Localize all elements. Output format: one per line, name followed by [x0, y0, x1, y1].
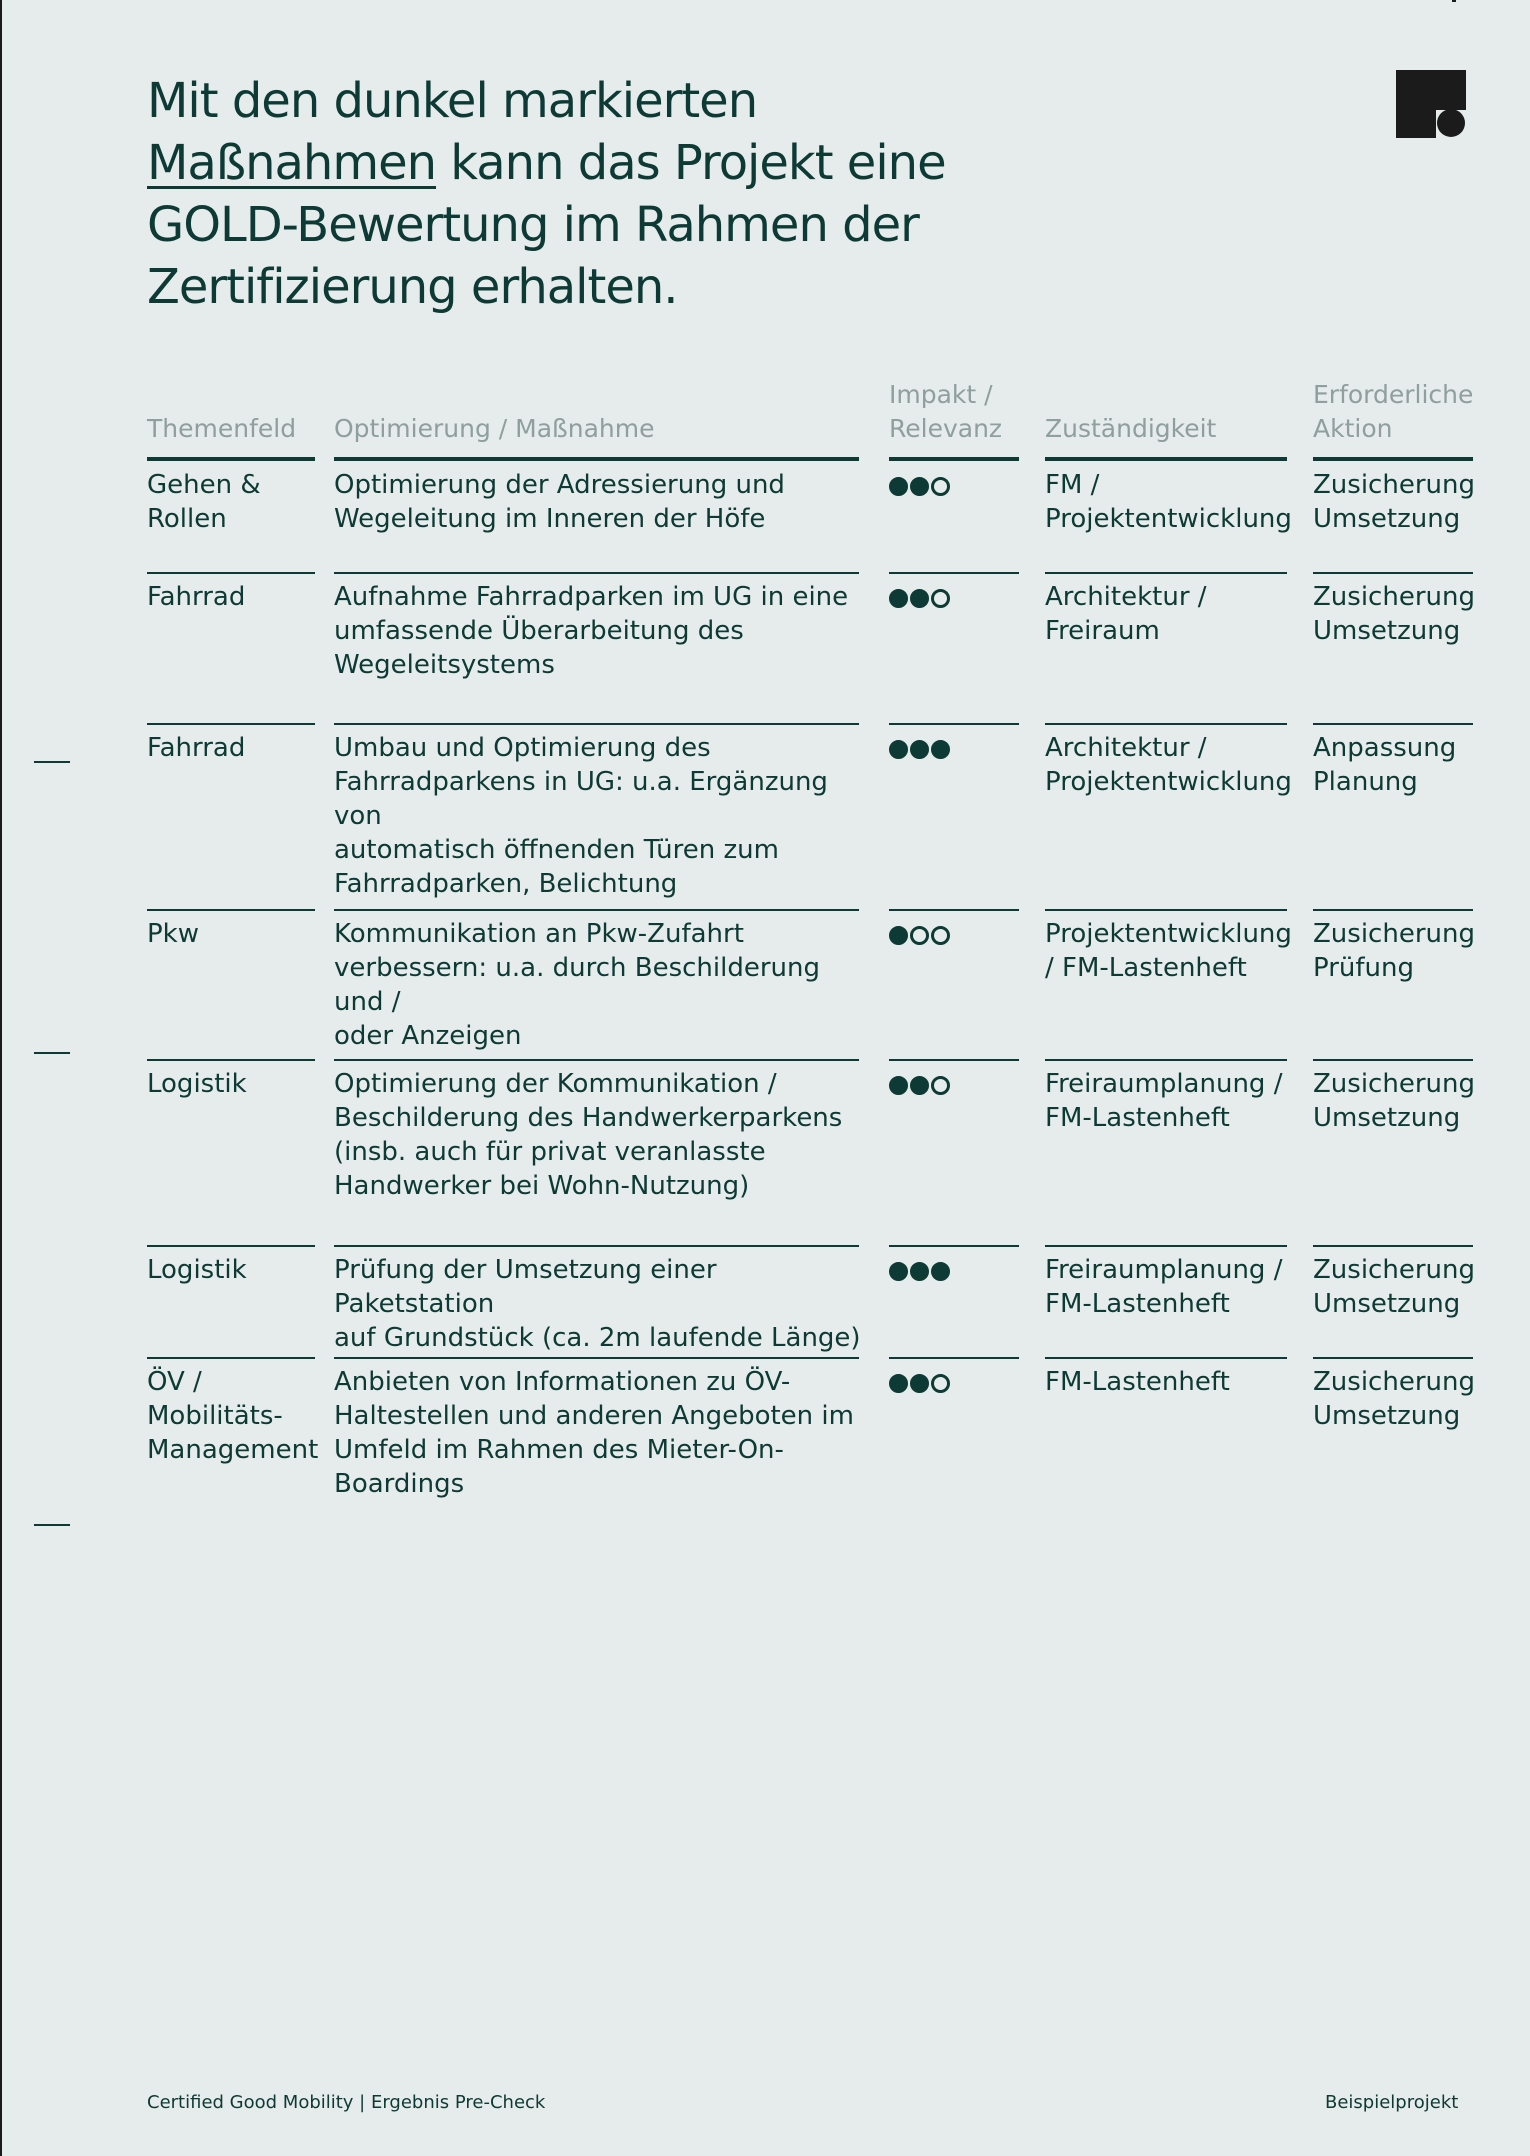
filled-dot-icon [910, 1374, 929, 1393]
empty-dot-icon [931, 1076, 950, 1095]
filled-dot-icon [910, 1076, 929, 1095]
row-divider [889, 1357, 1019, 1359]
cell-action: Zusicherung Umsetzung [1313, 1069, 1475, 1133]
row-divider [334, 723, 859, 725]
cell-action: Zusicherung Prüfung [1313, 919, 1475, 983]
empty-dot-icon [931, 926, 950, 945]
row-divider [1045, 909, 1287, 911]
cell-responsibility: FM / Projektentwicklung [1045, 470, 1292, 534]
header-rule [889, 457, 1019, 461]
filled-dot-icon [910, 740, 929, 759]
filled-dot-icon [889, 740, 908, 759]
cell-action: Anpassung Planung [1313, 733, 1457, 797]
cell-topic: Fahrrad [147, 733, 246, 763]
empty-dot-icon [931, 477, 950, 496]
impact-rating [889, 1260, 950, 1282]
filled-dot-icon [931, 740, 950, 759]
header-rule [1313, 457, 1473, 461]
row-divider [1313, 723, 1473, 725]
header-rule [147, 457, 315, 461]
cell-topic: ÖV / Mobilitäts- Management [147, 1367, 319, 1465]
cell-responsibility: FM-Lastenheft [1045, 1367, 1230, 1397]
cell-responsibility: Freiraumplanung / FM-Lastenheft [1045, 1255, 1283, 1319]
impact-rating [889, 1372, 950, 1394]
impact-rating [889, 924, 950, 946]
row-divider [1045, 723, 1287, 725]
filled-dot-icon [910, 477, 929, 496]
filled-dot-icon [889, 1262, 908, 1281]
cell-measure: Anbieten von Informationen zu ÖV- Haltestellen und anderen Angeboten im Umfeld im Rahmen des Mieter-On- Boardings [334, 1367, 854, 1499]
margin-mark [34, 761, 70, 763]
row-divider [334, 1059, 859, 1061]
header-rule [1045, 457, 1287, 461]
filled-dot-icon [889, 589, 908, 608]
footer-left: Certified Good Mobility | Ergebnis Pre-Check [147, 2092, 546, 2113]
cell-action: Zusicherung Umsetzung [1313, 1367, 1475, 1431]
cell-measure: Prüfung der Umsetzung einer Paketstation auf Grundstück (ca. 2m laufende Länge) [334, 1255, 861, 1353]
cell-topic: Gehen & Rollen [147, 470, 261, 534]
row-divider [1045, 1245, 1287, 1247]
filled-dot-icon [889, 1076, 908, 1095]
margin-mark [34, 1524, 70, 1526]
cell-topic: Fahrrad [147, 582, 246, 612]
row-divider [889, 909, 1019, 911]
cell-responsibility: Architektur / Freiraum [1045, 582, 1207, 646]
cell-measure: Kommunikation an Pkw-Zufahrt verbessern: u.a. durch Beschilderung und / oder Anzeigen [334, 919, 820, 1051]
row-divider [1313, 909, 1473, 911]
row-divider [1045, 1059, 1287, 1061]
row-divider [889, 572, 1019, 574]
row-divider [147, 1357, 315, 1359]
filled-dot-icon [910, 589, 929, 608]
title-part: Mit den dunkel markierten [147, 73, 758, 129]
row-divider [147, 1245, 315, 1247]
row-divider [1313, 1245, 1473, 1247]
empty-dot-icon [931, 589, 950, 608]
row-divider [1313, 572, 1473, 574]
column-header-impact: Impakt / Relevanz [889, 380, 1003, 443]
cell-topic: Logistik [147, 1255, 247, 1285]
row-divider [334, 1245, 859, 1247]
row-divider [147, 1059, 315, 1061]
row-divider [147, 723, 315, 725]
empty-dot-icon [910, 926, 929, 945]
title-part: kann das Projekt eine GOLD-Bewertung im Rahmen der Zertifizierung erhalten. [147, 135, 946, 315]
page-corner-mark [1452, 0, 1456, 2]
filled-dot-icon [889, 477, 908, 496]
cell-measure: Aufnahme Fahrradparken im UG in eine umfassende Überarbeitung des Wegeleitsystems [334, 582, 849, 680]
row-divider [1045, 572, 1287, 574]
row-divider [1313, 1059, 1473, 1061]
row-divider [147, 909, 315, 911]
impact-rating [889, 587, 950, 609]
page-left-border [0, 0, 2, 2156]
cell-action: Zusicherung Umsetzung [1313, 1255, 1475, 1319]
column-header-measure: Optimierung / Maßnahme [334, 414, 655, 443]
row-divider [1045, 1357, 1287, 1359]
filled-dot-icon [889, 926, 908, 945]
header-rule [334, 457, 859, 461]
row-divider [147, 572, 315, 574]
impact-rating [889, 475, 950, 497]
cell-topic: Pkw [147, 919, 199, 949]
cell-action: Zusicherung Umsetzung [1313, 470, 1475, 534]
margin-mark [34, 1052, 70, 1054]
cell-topic: Logistik [147, 1069, 247, 1099]
row-divider [889, 1245, 1019, 1247]
title-underlined-word: Maßnahmen [147, 135, 437, 191]
row-divider [334, 1357, 859, 1359]
filled-dot-icon [910, 1262, 929, 1281]
page-title [147, 70, 967, 318]
impact-rating [889, 1074, 950, 1096]
cell-measure: Optimierung der Adressierung und Wegeleitung im Inneren der Höfe [334, 470, 785, 534]
brand-logo-icon [1396, 70, 1466, 138]
row-divider [889, 723, 1019, 725]
filled-dot-icon [889, 1374, 908, 1393]
filled-dot-icon [931, 1262, 950, 1281]
row-divider [889, 1059, 1019, 1061]
row-divider [334, 909, 859, 911]
cell-measure: Umbau und Optimierung des Fahrradparkens in UG: u.a. Ergänzung von automatisch öffnenden Türen zum Fahrradparken, Belichtung [334, 733, 828, 899]
column-header-responsibility: Zuständigkeit [1045, 414, 1217, 443]
empty-dot-icon [931, 1374, 950, 1393]
impact-rating [889, 738, 950, 760]
cell-measure: Optimierung der Kommunikation / Beschilderung des Handwerkerparkens (insb. auch für privat veranlasste Handwerker bei Wohn-Nutzung) [334, 1069, 843, 1201]
cell-responsibility: Projektentwicklung / FM-Lastenheft [1045, 919, 1292, 983]
row-divider [1313, 1357, 1473, 1359]
column-header-action: Erforderliche Aktion [1313, 380, 1474, 443]
cell-action: Zusicherung Umsetzung [1313, 582, 1475, 646]
cell-responsibility: Freiraumplanung / FM-Lastenheft [1045, 1069, 1283, 1133]
column-header-topic: Themenfeld [147, 414, 297, 443]
row-divider [334, 572, 859, 574]
footer-right: Beispielprojekt [1325, 2092, 1459, 2113]
cell-responsibility: Architektur / Projektentwicklung [1045, 733, 1292, 797]
